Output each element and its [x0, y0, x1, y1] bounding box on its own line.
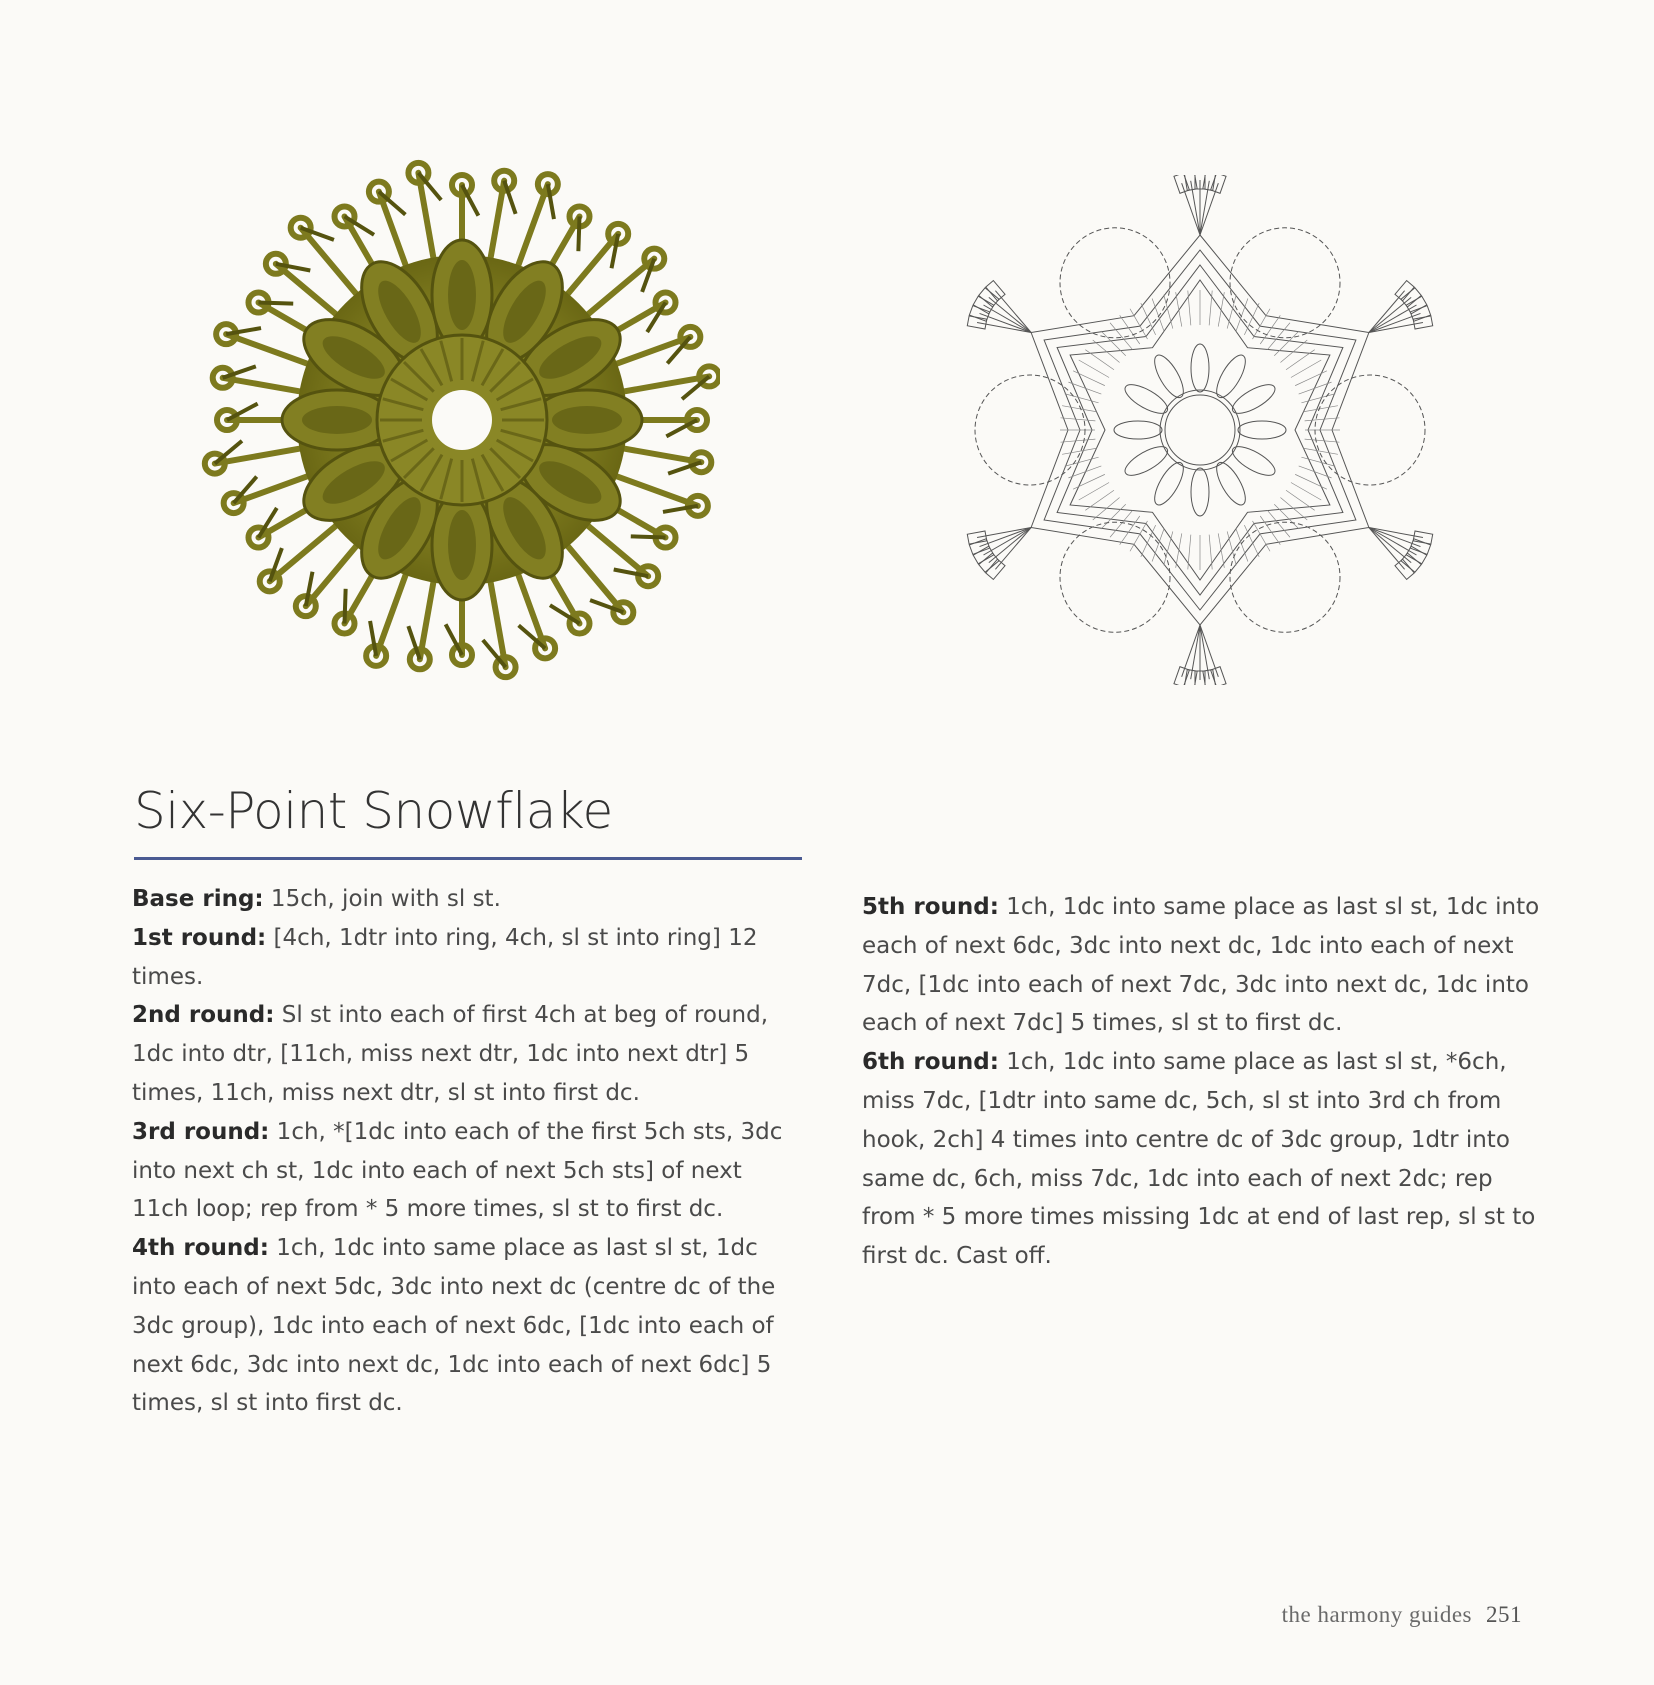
- instruction-round-2: [132, 996, 792, 1112]
- round-label: 4th round:: [132, 1235, 269, 1262]
- page-number: 251: [1486, 1602, 1522, 1627]
- round-text: 1ch, 1dc into same place as last sl st, *6ch, miss 7dc, [1dtr into same dc, 5ch, sl st into 3rd ch from hook, 2ch] 4 times into centre dc of 3dc group, 1dtr into same dc, 6ch, miss 7dc, 1dc into each of next 2dc; rep from * 5 more times missing 1dc at end of last rep, sl st to first dc. Cast off.: [862, 1049, 1536, 1270]
- instructions-right-column: [862, 888, 1542, 1276]
- round-text: Sl st into each of first 4ch at beg of round, 1dc into dtr, [11ch, miss next dtr, 1dc into next dtr] 5 times, 11ch, miss next dtr, sl st into first dc.: [132, 1002, 769, 1106]
- round-text: [4ch, 1dtr into ring, 4ch, sl st into ring] 12 times.: [132, 924, 758, 990]
- instruction-round-5: [862, 888, 1542, 1043]
- instruction-round-1: [132, 919, 792, 997]
- instruction-round-6: [862, 1043, 1542, 1276]
- crochet-chart-diagram: [960, 175, 1440, 685]
- page-title: Six-Point Snowflake: [134, 782, 613, 840]
- page-footer: [1282, 1602, 1522, 1628]
- instruction-round-3: [132, 1113, 792, 1229]
- round-label: 5th round:: [862, 894, 999, 920]
- snowflake-photo: [200, 155, 720, 695]
- round-text: 1ch, *[1dc into each of the first 5ch sts, 3dc into next ch st, 1dc into each of next 5ch sts] of next 11ch loop; rep from * 5 more times, sl st to first dc.: [132, 1118, 783, 1223]
- round-text: 1ch, 1dc into same place as last sl st, 1dc into each of next 5dc, 3dc into next dc (centre dc of the 3dc group), 1dc into each of next 6dc, [1dc into each of next 6dc, 3dc into next dc, 1dc into each of next 6dc] 5 times, sl st into first dc.: [132, 1235, 776, 1417]
- instructions-left-column: [132, 880, 792, 1423]
- round-label: 6th round:: [862, 1049, 999, 1076]
- round-text: 1ch, 1dc into same place as last sl st, 1dc into each of next 6dc, 3dc into next dc, 1dc into each of next 7dc, [1dc into each of next 7dc, 3dc into next dc, 1dc into each of next 7dc] 5 times, sl st to first dc.: [862, 894, 1540, 1037]
- instruction-base-ring: [132, 880, 792, 919]
- round-label: 3rd round:: [132, 1118, 270, 1145]
- round-label: 2nd round:: [132, 1002, 275, 1029]
- round-label: 1st round:: [132, 924, 267, 951]
- round-label: Base ring:: [132, 886, 264, 912]
- footer-book-title: the harmony guides: [1281, 1602, 1472, 1627]
- title-rule: [134, 857, 802, 860]
- round-text: 15ch, join with sl st.: [263, 886, 501, 912]
- instruction-round-4: [132, 1229, 792, 1423]
